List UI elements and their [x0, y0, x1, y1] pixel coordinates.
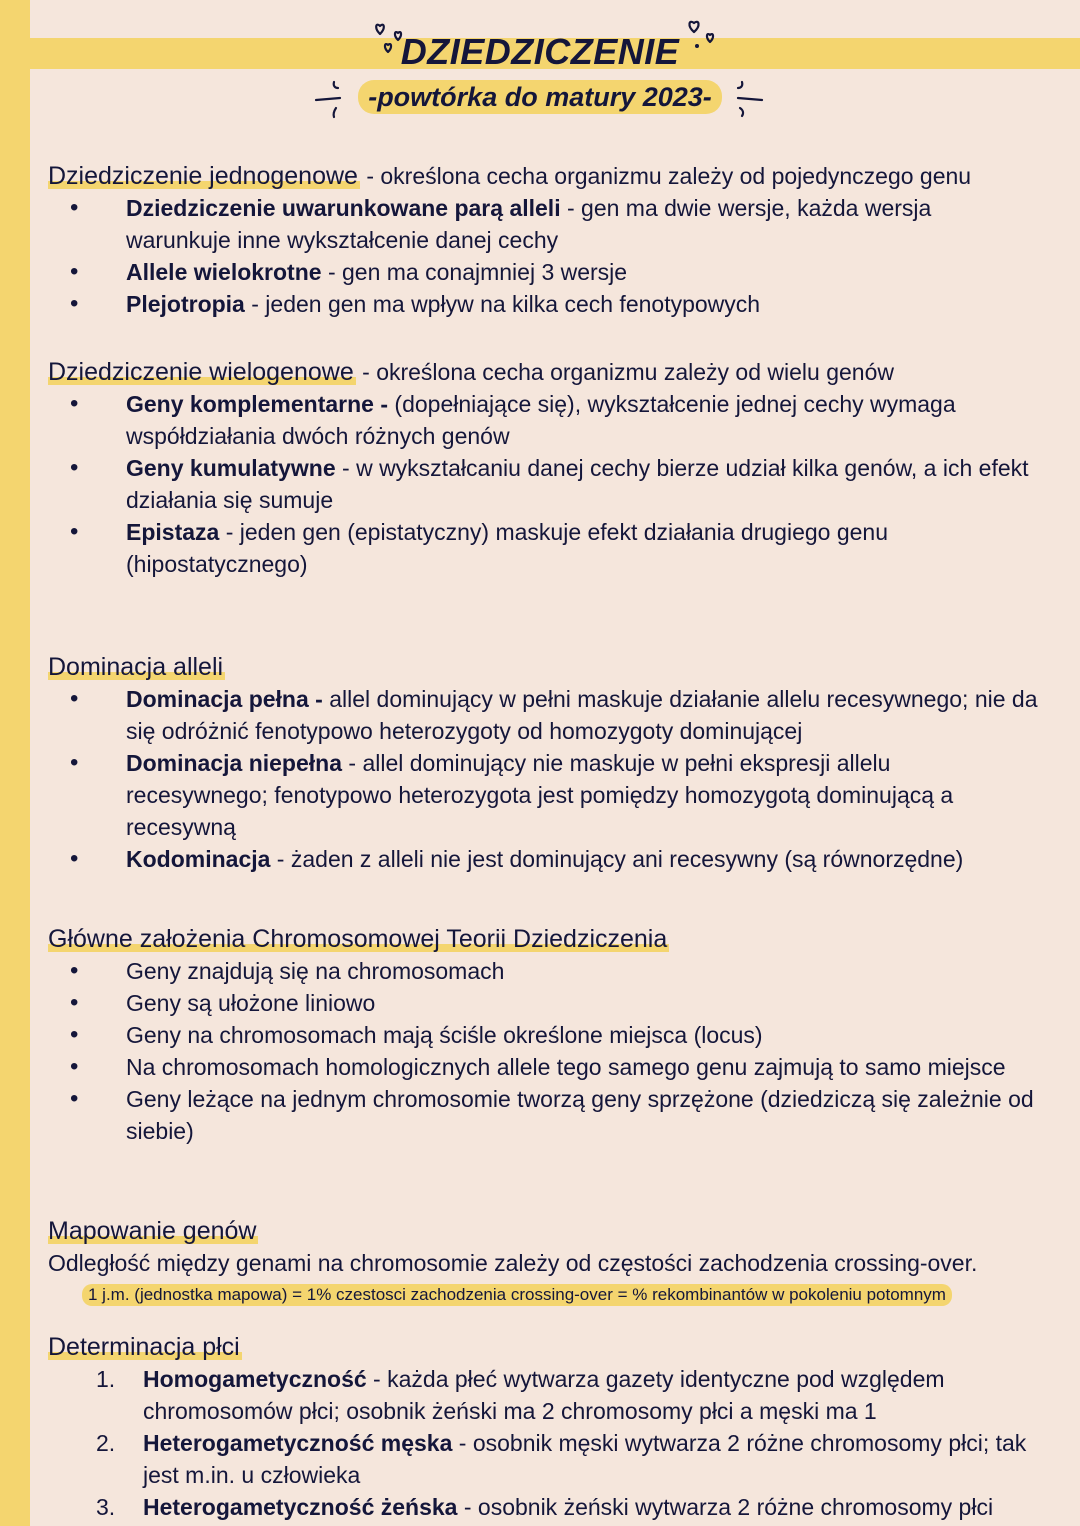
title-text: DZIEDZICZENIE: [400, 31, 680, 72]
section-numbered-list: [48, 1363, 1038, 1523]
list-item: [48, 192, 1038, 256]
section-determinacja-plci: [48, 1331, 1038, 1523]
item-text: - gen ma conajmniej 3 wersje: [321, 259, 628, 285]
highlighted-note: 1 j.m. (jednostka mapowa) = 1% czestosci zachodzenia crossing-over = % rekombinantów w pokoleniu potomnym: [82, 1284, 952, 1306]
item-term: Plejotropia: [126, 291, 245, 317]
item-term: Dominacja niepełna: [126, 750, 343, 776]
section-dziedziczenie-wielogenowe: [48, 356, 1038, 580]
item-text: - allel dominujący nie maskuje w pełni ekspresji allelu recesywnego; fenotypowo heterozygota jest pomiędzy homozygotą dominującą a recesywną: [126, 750, 954, 840]
section-heading: Dziedziczenie wielogenowe: [48, 358, 354, 386]
item-term: Geny kumulatywne: [126, 455, 336, 481]
list-item: [48, 1363, 1038, 1427]
list-item: [48, 843, 1038, 875]
item-term: Kodominacja: [126, 846, 271, 872]
item-text: allel dominujący w pełni maskuje działanie allelu recesywnego; nie da się odróżnić fenotypowo heterozygoty od homozygoty dominującej: [126, 686, 1038, 744]
list-item: • Geny są ułożone liniowo: [48, 987, 1038, 1019]
section-intro: określona cecha organizmu zależy od wielu genów: [376, 359, 894, 385]
list-item: • Geny znajdują się na chromosomach: [48, 955, 1038, 987]
list-item: [48, 1427, 1038, 1491]
list-item: [48, 288, 1038, 320]
list-item: [48, 452, 1038, 516]
section-mapowanie-genow: [48, 1215, 1038, 1308]
list-item: [48, 388, 1038, 452]
item-text: - osobnik żeński wytwarza 2 różne chromosomy płci: [457, 1494, 994, 1520]
item-term: Heterogametyczność męska: [143, 1430, 453, 1456]
item-text: - osobnik męski wytwarza 2 różne chromosomy płci; tak jest m.in. u człowieka: [143, 1430, 1027, 1488]
list-item: • Geny leżące na jednym chromosomie tworzą geny sprzężone (dziedziczą się zależnie od siebie): [48, 1083, 1038, 1147]
subtitle-wrap: [0, 80, 1080, 114]
item-text: - w wykształcaniu danej cechy bierze udział kilka genów, a ich efekt działania się sumuje: [126, 455, 1029, 513]
section-heading: Determinacja płci: [48, 1333, 240, 1361]
item-term: Dominacja pełna -: [126, 686, 323, 712]
item-term: Allele wielokrotne: [126, 259, 322, 285]
section-paragraph: Odległość między genami na chromosomie zależy od częstości zachodzenia crossing-over.: [48, 1250, 978, 1276]
section-list: [48, 388, 1038, 580]
item-number: 2.: [96, 1430, 116, 1456]
item-text: - gen ma dwie wersje, każda wersja warunkuje inne wykształcenie danej cechy: [126, 195, 932, 253]
section-list: [48, 192, 1038, 320]
page-subtitle: -powtórka do matury 2023-: [358, 80, 722, 114]
section-chromosomowa-teoria: [48, 923, 1038, 1147]
item-text: - żaden z alleli nie jest dominujący ani recesywny (są równorzędne): [270, 846, 964, 872]
heading-dash: -: [359, 163, 381, 189]
item-term: Homogametyczność: [143, 1366, 367, 1392]
item-text: - jeden gen (epistatyczny) maskuje efekt działania drugiego genu (hipostatycznego): [126, 519, 889, 577]
section-heading: Mapowanie genów: [48, 1217, 257, 1245]
list-item: • Na chromosomach homologicznych allele tego samego genu zajmują to samo miejsce: [48, 1051, 1038, 1083]
list-item: [48, 747, 1038, 843]
item-term: Dziedziczenie uwarunkowane parą alleli: [126, 195, 561, 221]
section-heading: Główne założenia Chromosomowej Teorii Dziedziczenia: [48, 925, 668, 953]
section-heading: Dominacja alleli: [48, 653, 224, 681]
section-dziedziczenie-jednogenowe: [48, 160, 1038, 320]
section-heading: Dziedziczenie jednogenowe: [48, 162, 358, 190]
item-number: 1.: [96, 1366, 116, 1392]
section-list: [48, 683, 1038, 875]
section-intro: określona cecha organizmu zależy od pojedynczego genu: [380, 163, 972, 189]
item-text: (dopełniające się), wykształcenie jednej cechy wymaga współdziałania dwóch różnych genów: [126, 391, 956, 449]
list-item: [48, 516, 1038, 580]
item-text: - jeden gen ma wpływ na kilka cech fenotypowych: [244, 291, 761, 317]
section-dominacja-alleli: [48, 651, 1038, 875]
section-list: [48, 955, 1038, 1147]
list-item: [48, 683, 1038, 747]
list-item: [48, 1491, 1038, 1523]
item-term: Heterogametyczność żeńska: [143, 1494, 458, 1520]
item-text: - każda płeć wytwarza gazety identyczne pod względem chromosomów płci; osobnik żeński ma 2 chromosomy płci a męski ma 1: [143, 1366, 945, 1424]
item-number: 3.: [96, 1494, 116, 1520]
list-item: [48, 256, 1038, 288]
item-term: Geny komplementarne -: [126, 391, 389, 417]
page-title: [0, 30, 1080, 74]
list-item: • Geny na chromosomach mają ściśle określone miejsca (locus): [48, 1019, 1038, 1051]
heading-dash: -: [355, 359, 377, 385]
left-accent-strip: [0, 0, 30, 1526]
item-term: Epistaza: [126, 519, 220, 545]
